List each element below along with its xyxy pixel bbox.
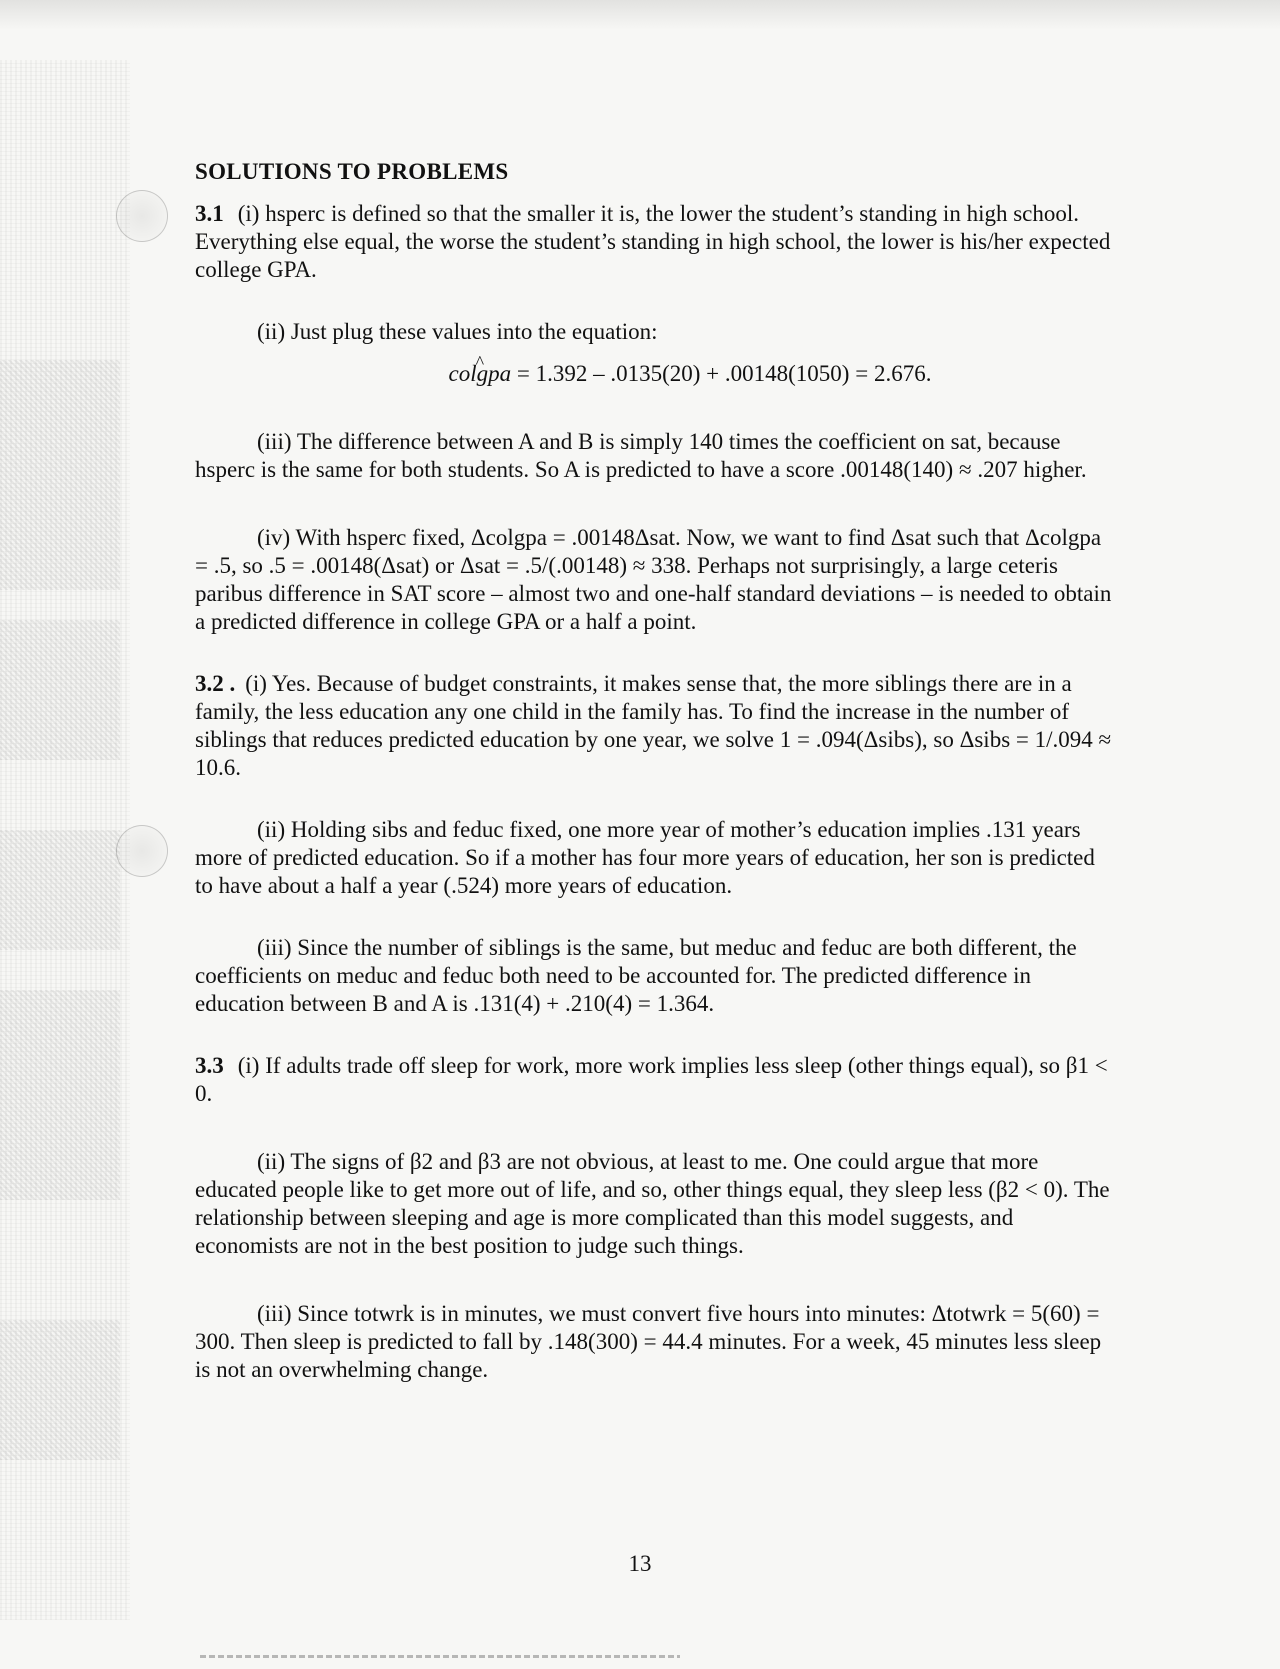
scan-noise-margin: [0, 60, 130, 1620]
punch-hole: [116, 190, 168, 242]
scan-blotch: [0, 1320, 120, 1460]
problem-3-1-part-i: [195, 200, 1115, 284]
document-body: [195, 158, 1115, 1384]
problem-3-2-part-i: [195, 670, 1115, 782]
problem-number: 3.3: [195, 1053, 224, 1078]
problem-3-1-part-ii: (ii) Just plug these values into the equation:: [257, 319, 658, 344]
equation-lhs: colgpa ^: [449, 360, 512, 388]
scan-blotch: [0, 360, 120, 590]
problem-3-2-part-ii: (ii) Holding sibs and feduc fixed, one more year of mother’s education implies .131 years more of predicted education. So if a mother has four more years of education, her son is predicted to have about a half a year (.524) more years of education.: [195, 817, 1095, 898]
problem-3-3-part-iii: (iii) Since totwrk is in minutes, we must convert five hours into minutes: Δtotwrk = 5(60) = 300. Then sleep is predicted to fall by .148(300) = 44.4 minutes. For a week, 45 minutes less sleep is not an overwhelming change.: [195, 1301, 1102, 1382]
scan-blotch: [0, 990, 120, 1200]
equation-colgpa: [195, 360, 1115, 388]
page-title: SOLUTIONS TO PROBLEMS: [195, 159, 509, 184]
scan-artifact-line: [200, 1655, 680, 1658]
paragraph-text: (i) Yes. Because of budget constraints, it makes sense that, the more siblings there are in a family, the less education any one child in the family has. To find the increase in the number of siblings that reduces predicted education by one year, we solve 1 = .094(Δsibs), so Δsibs = 1/.094 ≈ 10.6.: [195, 671, 1112, 780]
problem-number: 3.2 .: [195, 671, 236, 696]
scan-blotch: [0, 830, 120, 950]
problem-3-2-part-iii: (iii) Since the number of siblings is the same, but meduc and feduc are both different, the coefficients on meduc and feduc both need to be accounted for. The predicted difference in education between B and A is .131(4) + .210(4) = 1.364.: [195, 935, 1077, 1016]
scan-blotch: [0, 620, 120, 760]
page-number: 13: [628, 1551, 652, 1576]
paragraph-text: (i) If adults trade off sleep for work, more work implies less sleep (other things equal), so β1 < 0.: [195, 1053, 1108, 1106]
problem-3-3-part-ii: (ii) The signs of β2 and β3 are not obvious, at least to me. One could argue that more educated people like to get more out of life, and so, other things equal, they sleep less (β2 < 0). The relationship between sleeping and age is more complicated than this model suggests, and economists are not in the best position to judge such things.: [195, 1149, 1110, 1258]
equation-rhs: = 1.392 – .0135(20) + .00148(1050) = 2.676.: [516, 361, 932, 386]
problem-3-1-part-iv: (iv) With hsperc fixed, Δcolgpa = .00148Δsat. Now, we want to find Δsat such that Δcolgpa = .5, so .5 = .00148(Δsat) or Δsat = .5/(.00148) ≈ 338. Perhaps not surprisingly, a large ceteris paribus difference in SAT score – almost two and one-half standard deviations – is needed to obtain a predicted difference in college GPA or a half a point.: [195, 525, 1112, 634]
problem-3-1-part-iii: (iii) The difference between A and B is simply 140 times the coefficient on sat, because hsperc is the same for both students. So A is predicted to have a score .00148(140) ≈ .207 higher.: [195, 429, 1087, 482]
problem-3-3-part-i: [195, 1052, 1115, 1108]
punch-hole: [116, 825, 168, 877]
paragraph-text: (i) hsperc is defined so that the smaller it is, the lower the student’s standing in high school. Everything else equal, the worse the student’s standing in high school, the lower is his/her expected college GPA.: [195, 201, 1111, 282]
problem-number: 3.1: [195, 201, 224, 226]
